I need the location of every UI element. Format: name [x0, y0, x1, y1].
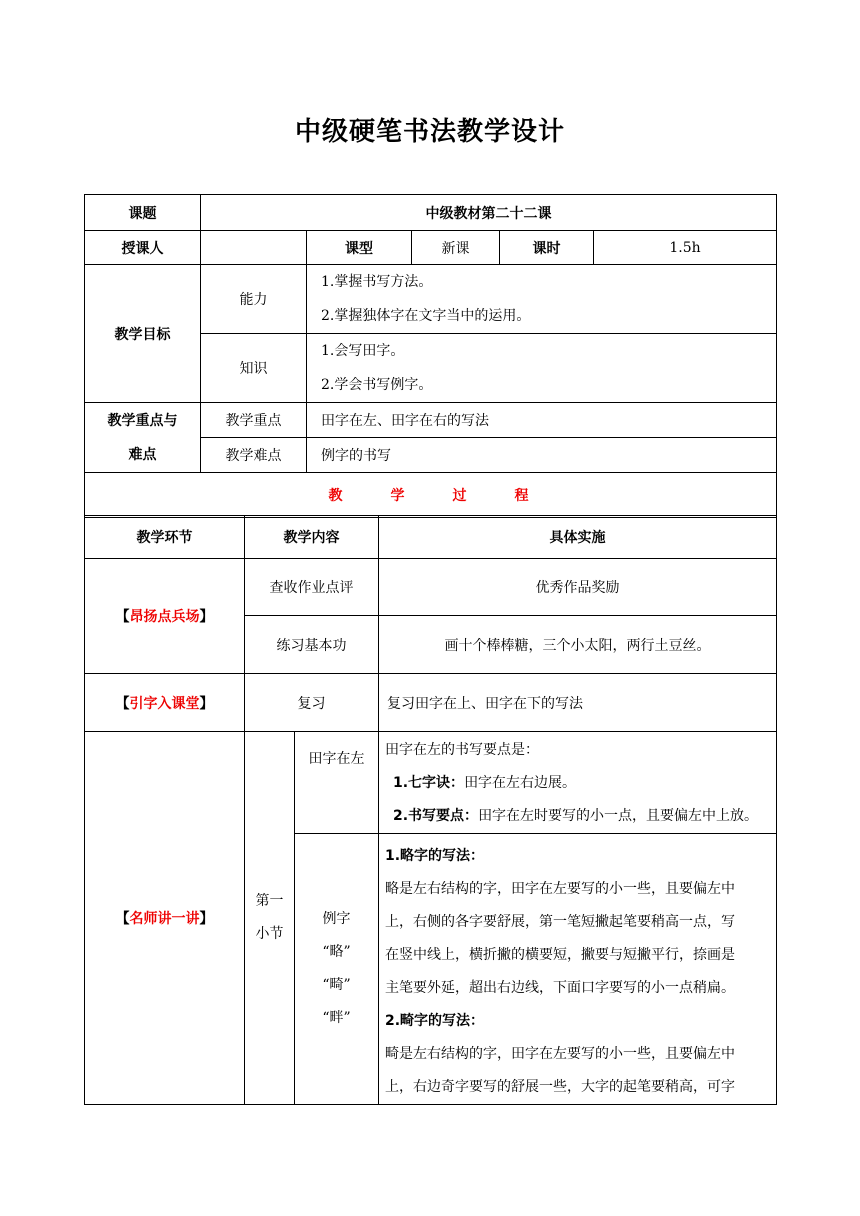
section1-content-2: 练习基本功 — [245, 616, 379, 674]
process-table — [84, 515, 777, 1105]
teacher-label: 授课人 — [85, 231, 201, 265]
knowledge-item-1: 1.会写田字。 — [321, 343, 405, 359]
part2-label-line3: “畸” — [322, 977, 351, 993]
difficulty-label: 教学难点 — [201, 438, 307, 473]
process-title-char-2: 学 — [390, 488, 409, 504]
section1-row1 — [85, 559, 777, 616]
subsection-line1: 第一 — [255, 893, 284, 909]
process-title-row — [85, 473, 777, 518]
document-title: 中级硬笔书法教学设计 — [294, 117, 565, 147]
knowledge-label: 知识 — [201, 334, 307, 403]
section2-name — [85, 674, 245, 732]
process-title — [85, 473, 777, 518]
process-title-char-4: 程 — [514, 488, 533, 504]
part2-line-2: 略是左右结构的字，田字在左要写的小一些，且要偏左中 — [385, 881, 735, 897]
part1-item1 — [385, 767, 770, 800]
part1-intro: 田字在左的书写要点是： — [385, 742, 539, 758]
part2-label-line4: “畔” — [322, 1010, 351, 1026]
section1-name-text: 【昂扬点兵场】 — [115, 609, 214, 625]
process-title-char-1: 教 — [328, 488, 347, 504]
objectives-label: 教学目标 — [85, 265, 201, 403]
difficulty-value: 例字的书写 — [307, 438, 777, 473]
duration-value: 1.5h — [594, 231, 777, 265]
part2-label-line1: 例字 — [322, 911, 351, 927]
part1-content — [379, 732, 777, 834]
topic-value: 中级教材第二十二课 — [201, 195, 777, 231]
ability-item-1: 1.掌握书写方法。 — [321, 274, 433, 290]
key-point-value: 田字在左、田字在右的写法 — [307, 403, 777, 438]
focus-label-line1: 教学重点与 — [107, 412, 178, 429]
knowledge-items — [307, 334, 777, 403]
part2-line-3: 上，右侧的各字要舒展，第一笔短撇起笔要稍高一点，写 — [385, 914, 735, 930]
col-impl-header: 具体实施 — [379, 516, 777, 559]
process-header-row — [85, 516, 777, 559]
section2-content: 复习 — [245, 674, 379, 732]
ability-row — [85, 265, 777, 334]
focus-label — [85, 403, 201, 473]
focus-label-line2: 难点 — [128, 446, 157, 463]
section3-name-text: 【名师讲一讲】 — [115, 911, 214, 927]
part2-line-1: 1.略字的写法： — [385, 848, 485, 864]
lesson-info-table — [84, 194, 777, 518]
ability-label: 能力 — [201, 265, 307, 334]
duration-label: 课时 — [500, 231, 594, 265]
topic-row — [85, 195, 777, 231]
process-title-char-3: 过 — [452, 488, 471, 504]
part1-item1-label: 1.七字诀： — [393, 775, 465, 791]
key-point-label: 教学重点 — [201, 403, 307, 438]
section3-row1 — [85, 732, 777, 834]
col-content-header: 教学内容 — [245, 516, 379, 559]
section1-content-1: 查收作业点评 — [245, 559, 379, 616]
section1-impl-1: 优秀作品奖励 — [379, 559, 777, 616]
topic-label: 课题 — [85, 195, 201, 231]
section2-name-text: 【引字入课堂】 — [115, 695, 214, 712]
type-label: 课型 — [307, 231, 412, 265]
key-point-row — [85, 403, 777, 438]
part2-line-8: 上，右边奇字要写的舒展一些，大字的起笔要稍高，可字 — [385, 1079, 735, 1095]
subsection-label — [245, 732, 295, 1105]
part2-line-4: 在竖中线上，横折撇的横要短，撇要与短撇平行，捺画是 — [385, 947, 735, 963]
teacher-value — [201, 231, 307, 265]
part2-content — [379, 834, 777, 1105]
ability-item-2: 2.掌握独体字在文字当中的运用。 — [321, 308, 531, 324]
part1-item1-text: 田字在左右边展。 — [464, 775, 577, 791]
part2-label-line2: “略” — [322, 944, 351, 960]
part2-line-7: 畸是左右结构的字，田字在左要写的小一些，且要偏左中 — [385, 1046, 735, 1062]
knowledge-item-2: 2.学会书写例字。 — [321, 377, 433, 393]
section2-row — [85, 674, 777, 732]
type-value: 新课 — [412, 231, 500, 265]
section2-impl: 复习田字在上、田字在下的写法 — [379, 674, 777, 732]
col-stage-header: 教学环节 — [85, 516, 245, 559]
subsection-line2: 小节 — [255, 926, 284, 942]
part2-line-6: 2.畸字的写法： — [385, 1013, 485, 1029]
part1-item2 — [385, 800, 770, 833]
part2-label — [295, 834, 379, 1105]
part2-line-5: 主笔要外延，超出右边线，下面口字要写的小一点稍扁。 — [385, 980, 735, 996]
part1-item2-label: 2.书写要点： — [393, 808, 479, 824]
section1-name — [85, 559, 245, 674]
part1-item2-text: 田字在左时要写的小一点，且要偏左中上放。 — [478, 808, 759, 824]
part1-label: 田字在左 — [295, 732, 379, 834]
teacher-row — [85, 231, 777, 265]
ability-items — [307, 265, 777, 334]
section1-impl-2: 画十个棒棒糖，三个小太阳，两行土豆丝。 — [379, 616, 777, 674]
section3-name — [85, 732, 245, 1105]
